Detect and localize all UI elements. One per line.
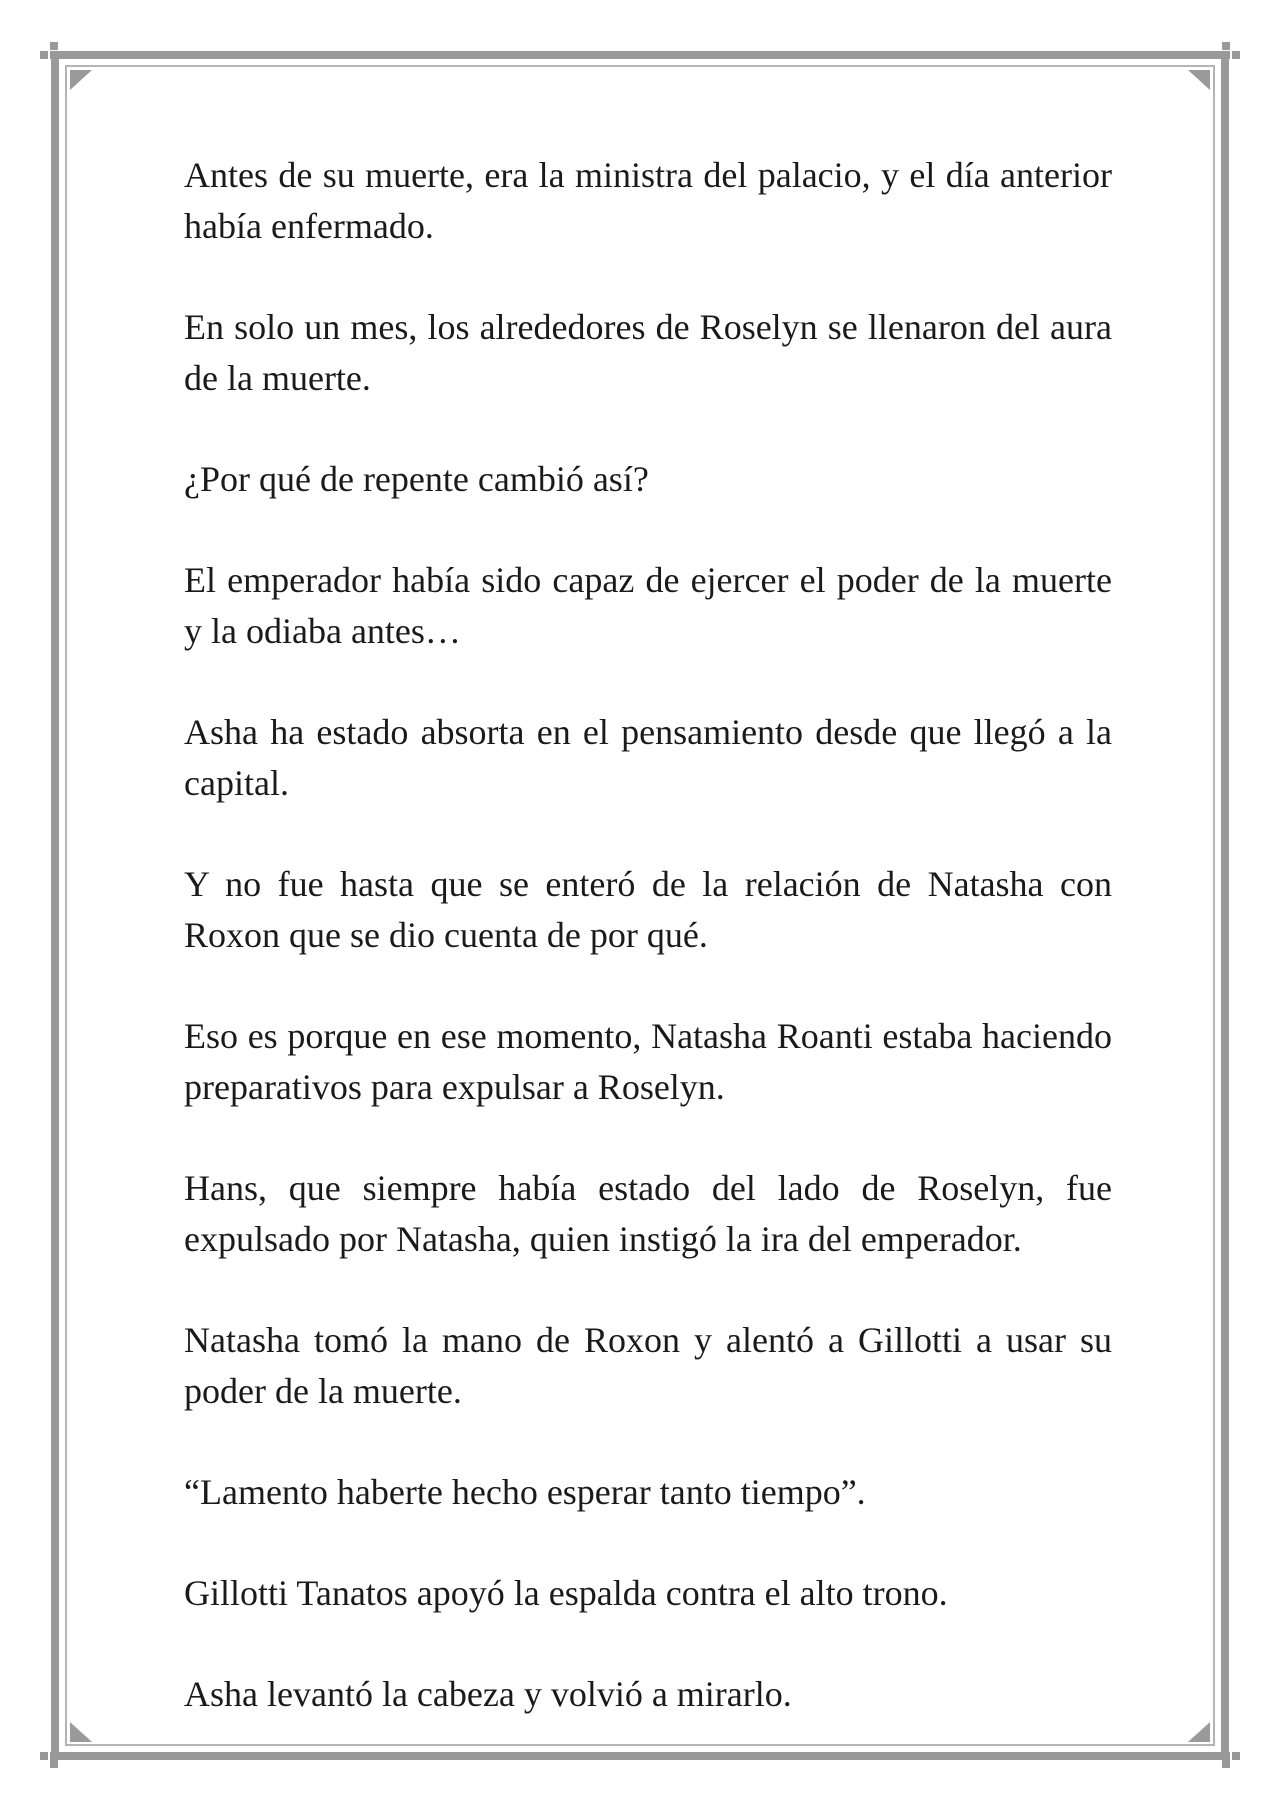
paragraph: Asha levantó la cabeza y volvió a mirarlo.: [184, 1674, 792, 1714]
paragraph: Asha ha estado absorta en el pensamiento desde que llegó a la capital.: [184, 712, 1112, 803]
paragraph: Hans, que siempre había estado del lado de Roselyn, fue expulsado por Natasha, quien instigó la ira del emperador.: [184, 1168, 1112, 1259]
paragraph: El emperador había sido capaz de ejercer el poder de la muerte y la odiaba antes…: [184, 560, 1112, 651]
paragraph: Gillotti Tanatos apoyó la espalda contra el alto trono.: [184, 1573, 948, 1613]
paragraph: “Lamento haberte hecho esperar tanto tiempo”.: [184, 1472, 866, 1512]
paragraph: Antes de su muerte, era la ministra del palacio, y el día anterior había enfermado.: [184, 155, 1112, 246]
paragraph: Natasha tomó la mano de Roxon y alentó a Gillotti a usar su poder de la muerte.: [184, 1320, 1112, 1411]
paragraph: Y no fue hasta que se enteró de la relación de Natasha con Roxon que se dio cuenta de por qué.: [184, 864, 1112, 955]
paragraph: ¿Por qué de repente cambió así?: [184, 459, 649, 499]
paragraph: Eso es porque en ese momento, Natasha Roanti estaba haciendo preparativos para expulsar a Roselyn.: [184, 1016, 1112, 1107]
story-text: [184, 150, 1112, 1770]
paragraph: En solo un mes, los alrededores de Roselyn se llenaron del aura de la muerte.: [184, 307, 1112, 398]
